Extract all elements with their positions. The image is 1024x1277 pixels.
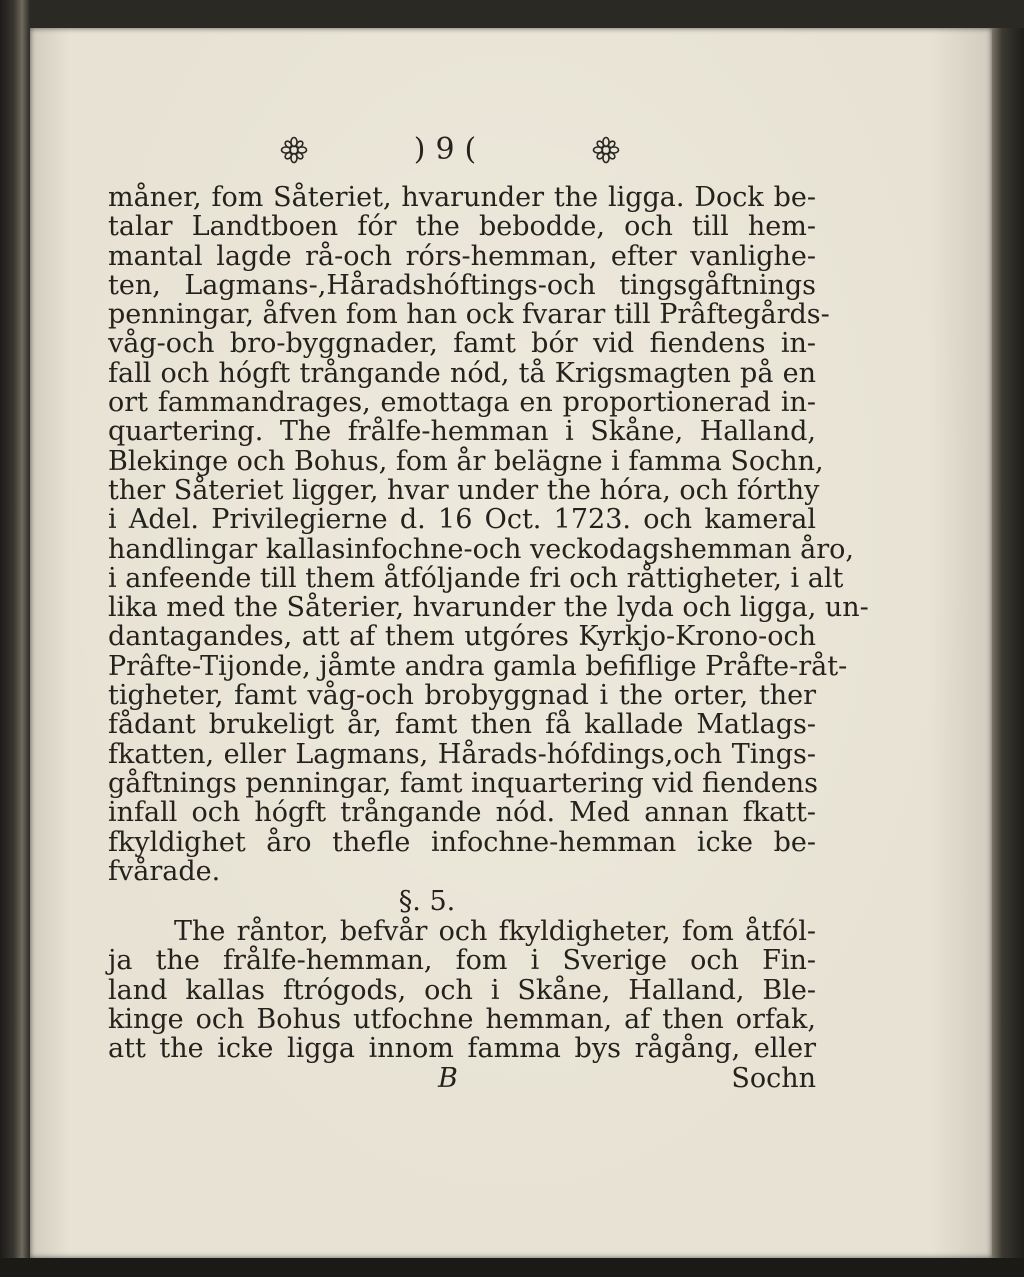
text-line: land kallas ftrógods, och i Skåne, Halland, Ble- [108,974,816,1006]
text-line: våg-och bro-byggnader, famt bór vid fiendens in- [108,328,816,360]
text-line: fkatten, eller Lagmans, Hårads-hófdings,och Tings- [108,738,816,770]
text-line: att the icke ligga innom famma bys rågång, eller [108,1033,816,1065]
text-line: i Adel. Privilegierne d. 16 Oct. 1723. och kameral [108,504,816,536]
text-line: fall och hógft trångande nód, tå Krigsmagten på en [108,357,816,389]
text-line: mantal lagde rå-och rórs-hemman, efter vanlighe- [108,240,816,272]
text-line: gåftnings penningar, famt inquartering vid fiendens [108,767,819,799]
text-line: talar Landtboen fór the bebodde, och till hem- [108,211,816,243]
left-bracket: ) [413,132,436,167]
text-line: ort fammandrages, emottaga en proportionerad in- [108,387,816,419]
text-line: handlingar kallasinfochne-och veckodagshemman åro, [108,533,854,565]
text-line: infall och hógft trångande nód. Med annan fkatt- [108,797,816,829]
folio-number: 9 [435,132,465,167]
catchword: Sochn [731,1062,816,1094]
section-heading: §. 5. [398,886,456,918]
text-line: ther Såteriet ligger, hvar under the hóra, och fórthy [108,474,820,506]
book-gutter [0,0,30,1277]
paragraph-1 [108,182,869,887]
text-line: The råntor, befvår och fkyldigheter, fom åtfól- [174,916,816,948]
text-line: fkyldighet åro thefle infochne-hemman icke be- [108,826,816,858]
right-bracket: ( [464,132,487,167]
text-line: quartering. The frålfe-hemman i Skåne, Halland, [108,416,816,448]
running-head [280,128,620,172]
flower-ornament-icon [280,136,308,164]
text-line: tigheter, famt våg-och brobyggnad i the orter, ther [108,680,816,712]
text-line: Prâfte-Tijonde, jåmte andra gamla befiflige Pråfte-råt- [108,650,848,682]
body-text [108,182,869,1094]
page-right-edge [992,28,1024,1258]
text-line: kinge och Bohus utfochne hemman, af then orfak, [108,1004,816,1036]
text-line: ten, Lagmans-,Håradshóftings-och tingsgåftnings [108,269,816,301]
paragraph-2 [108,917,816,1063]
text-line: Blekinge och Bohus, fom år belägne i famma Sochn, [108,445,824,477]
page-footer [108,1064,816,1093]
text-line: i anfeende till them åtfóljande fri och råttigheter, i alt [108,562,844,594]
text-line: penningar, åfven fom han ock fvarar till Prâftegårds- [108,299,830,331]
text-line: dantagandes, att af them utgóres Kyrkjo-Krono-och [108,621,816,653]
text-line: måner, fom Såteriet, hvarunder the ligga. Dock be- [108,182,816,213]
text-line: ja the frålfe-hemman, fom i Sverige och Fin- [108,945,816,977]
signature-mark: B [438,1062,458,1094]
scan-background-bottom [0,1258,1024,1277]
flower-ornament-icon [592,136,620,164]
text-line: fvårade. [108,855,221,887]
text-line: fådant brukeligt år, famt then få kallade Matlags- [108,709,816,741]
page-number [413,132,487,167]
text-line: lika med the Såterier, hvarunder the lyda och ligga, un- [108,592,869,624]
